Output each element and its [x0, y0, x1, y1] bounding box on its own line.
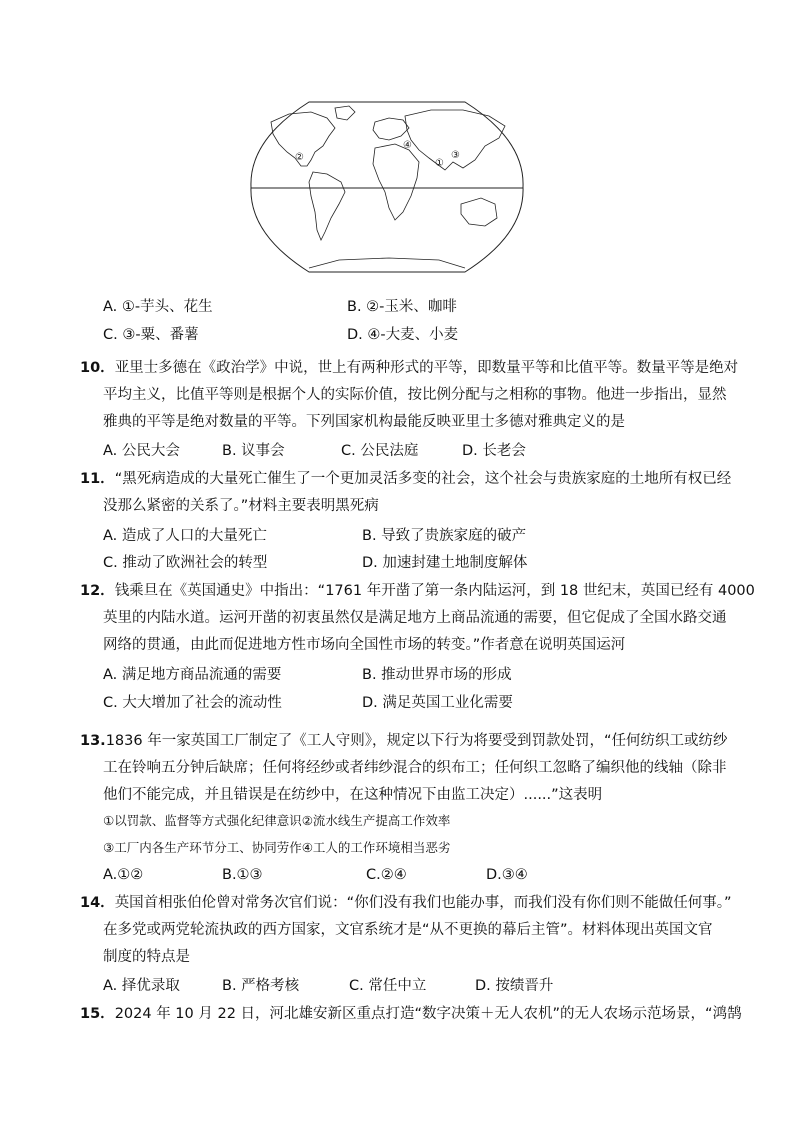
- q10-option-c: C. 公民法庭: [341, 443, 419, 459]
- question-14: [80, 892, 731, 914]
- question-text: 没那么紧密的关系了。”材料主要表明黑死病: [103, 498, 379, 514]
- question-number: 11．: [80, 471, 115, 487]
- question-number: 14．: [80, 895, 115, 911]
- q10-option-a: A. 公民大会: [103, 443, 180, 459]
- question-text: 在多党或两党轮流执政的西方国家，文官系统才是“从不更换的幕后主管”。材料体现出英国文官: [103, 922, 713, 938]
- q12-option-b: B. 推动世界市场的形成: [362, 667, 512, 683]
- world-map: [249, 100, 525, 274]
- map-marker-1: ①: [435, 158, 444, 169]
- q9-option-a: A. ①-芋头、花生: [103, 299, 213, 315]
- q11-option-d: D. 加速封建土地制度解体: [362, 555, 528, 571]
- q9-option-b: B. ②-玉米、咖啡: [347, 299, 457, 315]
- q10-option-b: B. 议事会: [222, 443, 285, 459]
- question-text: 亚里士多德在《政治学》中说，世上有两种形式的平等，即数量平等和比值平等。数量平等是绝对: [114, 360, 739, 376]
- q10-option-d: D. 长老会: [462, 443, 526, 459]
- question-text: 工在铃响五分钟后缺席；任何将经纱或者纬纱混合的织布工；任何织工忽略了编织他的线轴（除非: [103, 760, 727, 776]
- q13-statement-1-2: ①以罚款、监督等方式强化纪律意识②流水线生产提高工作效率: [103, 813, 451, 828]
- question-text: 他们不能完成，并且错误是在纺纱中，在这种情况下由监工决定）......”这表明: [103, 787, 603, 803]
- question-15: [80, 1003, 742, 1025]
- q13-option-c: C.②④: [366, 867, 407, 883]
- question-text: 2024 年 10 月 22 日，河北雄安新区重点打造“数字决策＋无人农机”的无人农场示范场景，“鸿鹄: [114, 1006, 742, 1022]
- question-number: 13.: [80, 733, 106, 749]
- q13-option-d: D.③④: [486, 867, 528, 883]
- q13-option-b: B.①③: [222, 867, 263, 883]
- question-number: 15．: [80, 1006, 115, 1022]
- q12-option-a: A. 满足地方商品流通的需要: [103, 667, 282, 683]
- q14-option-c: C. 常任中立: [349, 978, 427, 994]
- q12-option-c: C. 大大增加了社会的流动性: [103, 695, 282, 711]
- question-number: 10．: [80, 360, 115, 376]
- q14-option-a: A. 择优录取: [103, 978, 180, 994]
- question-10: [80, 357, 738, 379]
- question-text: 网络的贯通，由此而促进地方性市场向全国性市场的转变。”作者意在说明英国运河: [103, 637, 626, 653]
- q14-option-d: D. 按绩晋升: [475, 978, 554, 994]
- question-13: [80, 730, 727, 752]
- q13-statement-3-4: ③工厂内各生产环节分工、协同劳作④工人的工作环境相当恶劣: [103, 840, 451, 855]
- q11-option-b: B. 导致了贵族家庭的破产: [362, 528, 527, 544]
- question-text: 英里的内陆水道。运河开凿的初衷虽然仅是满足地方上商品流通的需要，但它促成了全国水路交通: [103, 610, 727, 626]
- q9-option-c: C. ③-粟、番薯: [103, 327, 199, 343]
- question-11: [80, 468, 731, 490]
- q11-option-a: A. 造成了人口的大量死亡: [103, 528, 267, 544]
- q9-option-d: D. ④-大麦、小麦: [347, 327, 459, 343]
- q14-option-b: B. 严格考核: [222, 978, 300, 994]
- question-text: “黑死病造成的大量死亡催生了一个更加灵活多变的社会，这个社会与贵族家庭的土地所有权已经: [114, 471, 732, 487]
- question-text: 雅典的平等是绝对数量的平等。下列国家机构最能反映亚里士多德对雅典定义的是: [103, 414, 625, 430]
- map-marker-3: ③: [451, 150, 460, 161]
- question-text: 钱乘旦在《英国通史》中指出：“1761 年开凿了第一条内陆运河，到 18 世纪末，英国已经有 4000: [114, 583, 755, 599]
- question-text: 平均主义，比值平等则是根据个人的实际价值，按比例分配与之相称的事物。他进一步指出，显然: [103, 387, 727, 403]
- question-text: 1836 年一家英国工厂制定了《工人守则》，规定以下行为将要受到罚款处罚，“任何纺织工或纺纱: [105, 733, 728, 749]
- question-text: 制度的特点是: [103, 949, 190, 965]
- map-marker-4: ④: [403, 140, 412, 151]
- map-marker-2: ②: [295, 152, 304, 163]
- question-text: 英国首相张伯伦曾对常务次官们说：“你们没有我们也能办事，而我们没有你们则不能做任何事。”: [114, 895, 732, 911]
- question-number: 12．: [80, 583, 115, 599]
- q12-option-d: D. 满足英国工业化需要: [362, 695, 513, 711]
- map-outline: [251, 102, 523, 272]
- q13-option-a: A.①②: [103, 867, 144, 883]
- question-12: [80, 580, 755, 602]
- q11-option-c: C. 推动了欧洲社会的转型: [103, 555, 268, 571]
